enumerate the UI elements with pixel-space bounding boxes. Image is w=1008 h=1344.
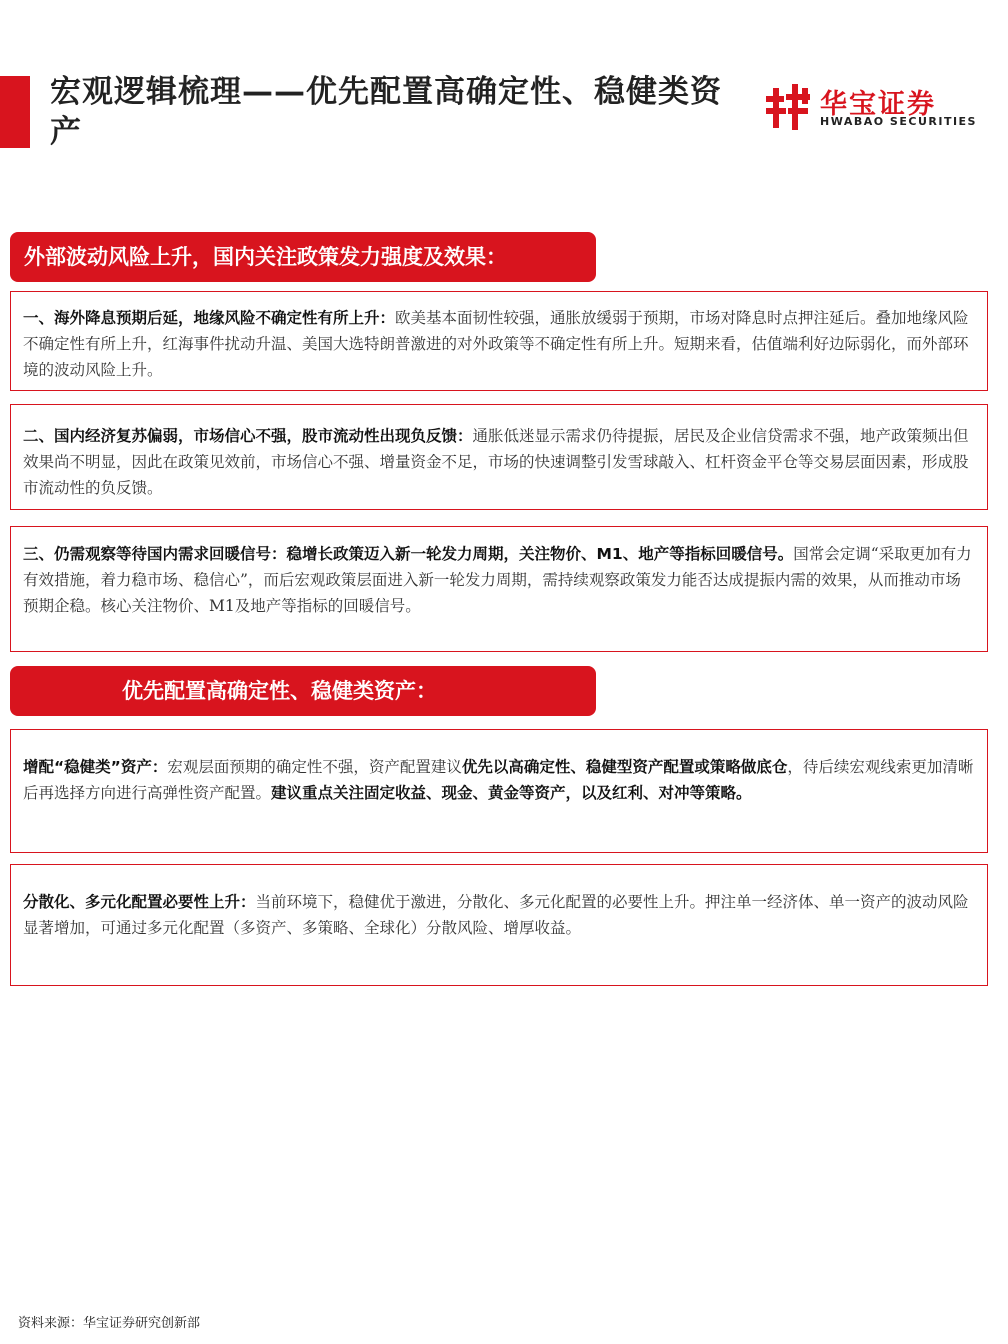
hwabao-logo-icon [762,80,814,134]
box-text: 当前环境下，稳健优于激进，分散化、多元化配置的必要性上升。押注单一经济体、单一资产的波动风险显著增加，可通过多元化配置（多资产、多策略、全球化）分散风险、增厚收益。 [23,893,969,937]
content-box-stable-assets [10,729,988,853]
box-text: 通胀低迷显示需求仍待提振，居民及企业信贷需求不强，地产政策频出但效果尚不明显，因此在政策见效前，市场信心不强、增量资金不足，市场的快速调整引发雪球敲入、杠杆资金平仓等交易层面因素，形成股市流动性的负反馈。 [23,427,969,497]
section-header-external-risk: 外部波动风险上升，国内关注政策发力强度及效果： [10,232,596,282]
box-emphasis: 优先以高确定性、稳健型资产配置或策略做底仓 [461,758,788,776]
content-box-domestic-economy [10,404,988,510]
box-lead: 增配“稳健类”资产： [23,758,168,776]
content-box-demand-signals [10,526,988,652]
box-text: 宏观层面预期的确定性不强，资产配置建议 [167,758,462,776]
box-text: 欧美基本面韧性较强，通胀放缓弱于预期，市场对降息时点押注延后。叠加地缘风险不确定性有所上升，红海事件扰动升温、美国大选特朗普激进的对外政策等不确定性有所上升。短期来看，估值端利好边际弱化，而外部环境的波动风险上升。 [23,309,969,379]
company-logo [762,80,994,136]
content-box-overseas [10,291,988,391]
box-lead: 二、国内经济复苏偏弱，市场信心不强，股市流动性出现负反馈： [23,427,473,445]
box-text: ，待后续宏观线索更加清晰后再选择方向进行高弹性资产配置。 [23,758,974,802]
box-emphasis: 建议重点关注固定收益、现金、黄金等资产，以及红利、对冲等策略。 [271,784,752,802]
box-lead: 一、海外降息预期后延，地缘风险不确定性有所上升： [23,309,396,327]
page-title: 宏观逻辑梳理——优先配置高确定性、稳健类资产 [50,74,722,150]
title-accent-bar [0,76,30,148]
box-text: 国常会定调“采取更加有力有效措施，着力稳市场、稳信心”，而后宏观政策层面进入新一轮发力周期，需持续观察政策发力能否达成提振内需的效果，从而推动市场预期企稳。核心关注物价、M1及地产等指标的回暖信号。 [23,545,972,615]
box-lead: 三、仍需观察等待国内需求回暖信号：稳增长政策迈入新一轮发力周期，关注物价、M1、地产等指标回暖信号。 [23,545,794,563]
box-lead: 分散化、多元化配置必要性上升： [23,893,256,911]
logo-chinese-name: 华宝证券 [820,89,936,120]
source-note: 资料来源：华宝证券研究创新部 [18,1316,201,1331]
section-header-allocation: 优先配置高确定性、稳健类资产： [10,666,596,716]
logo-english-name: HWABAO SECURITIES [820,115,977,128]
content-box-diversification [10,864,988,986]
